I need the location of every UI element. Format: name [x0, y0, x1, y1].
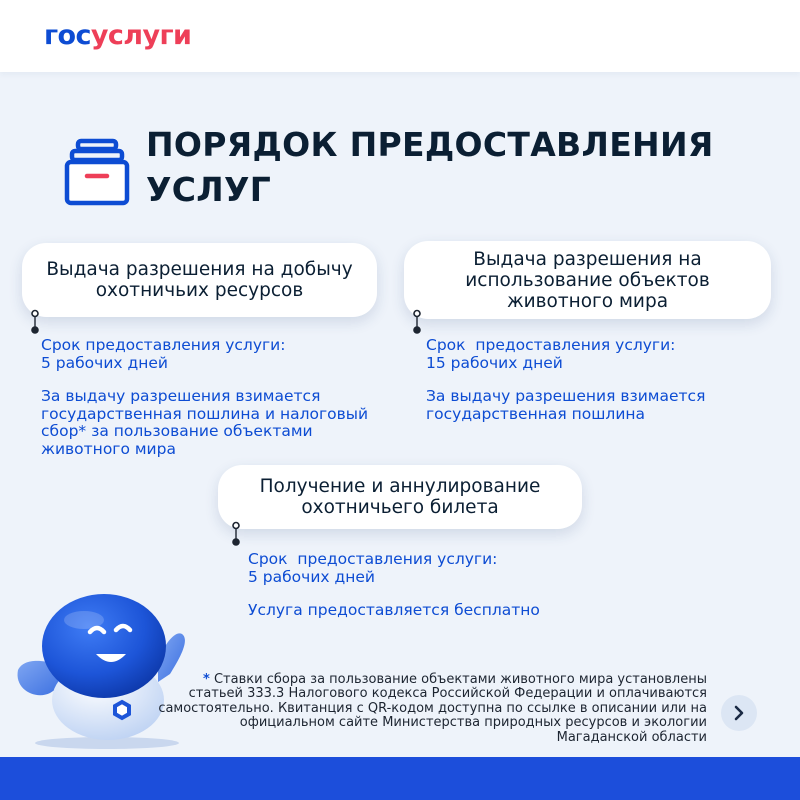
connector-pin-icon [29, 309, 41, 335]
connector-pin-icon [230, 521, 242, 547]
service-title-hunting-ticket: Получение и аннулирование охотничьего билета [218, 465, 582, 529]
chevron-right-icon [732, 705, 746, 721]
service-term: Срок предоставления услуги: 15 рабочих дней [426, 336, 676, 372]
logo-part-gos: гос [44, 20, 91, 51]
bottom-brand-bar [0, 757, 800, 800]
service-info-hunting-ticket [248, 551, 588, 620]
service-info-hunting-permit [41, 337, 391, 458]
service-fee-note: За выдачу разрешения взимается государственная пошлина [426, 387, 706, 423]
service-term: Срок предоставления услуги: 5 рабочих дней [41, 336, 286, 372]
service-fee-note: Услуга предоставляется бесплатно [248, 601, 540, 619]
service-info-wildlife-permit [426, 337, 766, 423]
service-fee-note: За выдачу разрешения взимается государственная пошлина и налоговый сбор* за пользование объектами животного мира [41, 387, 369, 458]
page-title: ПОРЯДОК ПРЕДОСТАВЛЕНИЯ УСЛУГ [146, 125, 714, 209]
archive-box-icon [64, 138, 130, 206]
service-title-hunting-permit: Выдача разрешения на добычу охотничьих ресурсов [22, 243, 377, 317]
gosuslugi-logo[interactable] [44, 21, 191, 51]
logo-part-uslugi: услуги [90, 20, 192, 51]
next-slide-button[interactable] [721, 695, 757, 731]
service-term: Срок предоставления услуги: 5 рабочих дней [248, 550, 498, 586]
connector-pin-icon [411, 309, 423, 335]
footnote-star: * [203, 672, 210, 687]
header-bar [0, 0, 800, 72]
service-title-wildlife-permit: Выдача разрешения на использование объектов животного мира [404, 241, 771, 319]
footnote [147, 673, 707, 745]
footnote-text: Ставки сбора за пользование объектами животного мира установлены статьей 333.3 Налогового кодекса Российской Федерации и оплачиваются самостоятельно. Квитанция с QR-кодом доступна по ссылке в описании или на официальном сайте Министерства природных ресурсов и экологии Магаданской области [158, 672, 707, 745]
